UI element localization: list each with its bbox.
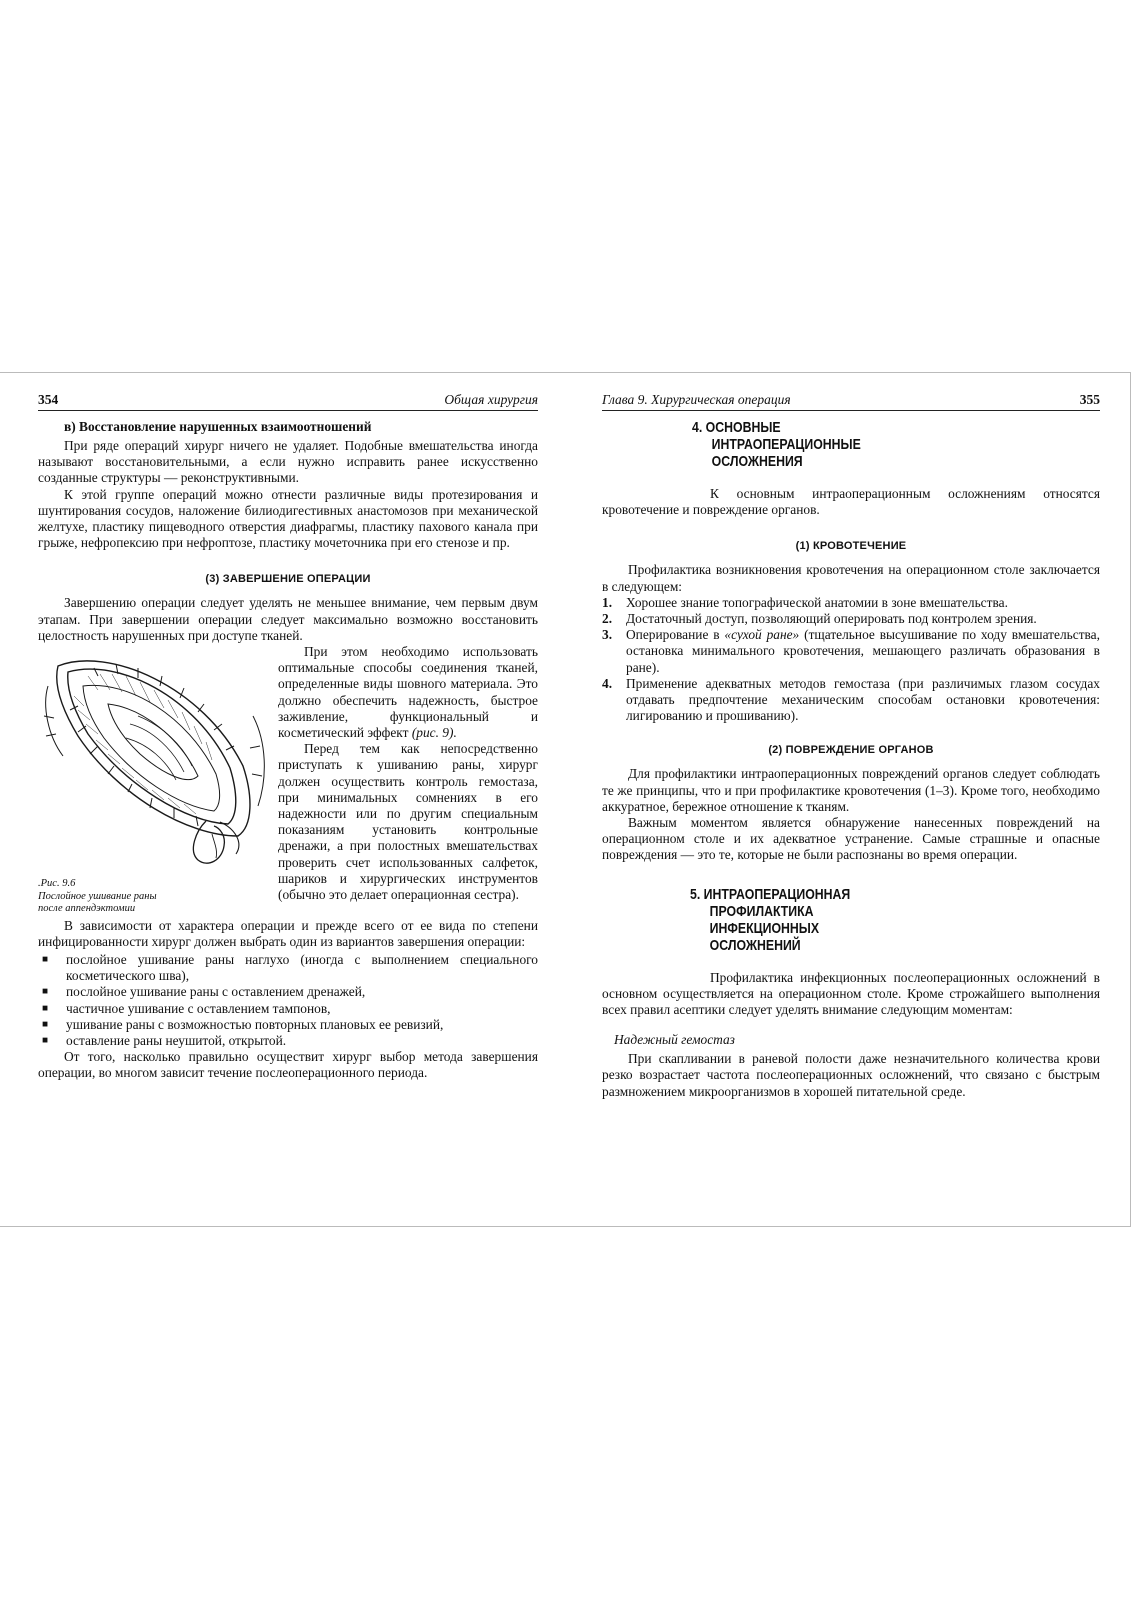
paragraph: При скапливании в раневой полости даже незначительного количества крови резко возрастает частота послеоперационных осложнений, что связано с быстрым размножением микроорганизмов в хорошей питательной среде.: [602, 1051, 1100, 1099]
spread-top-edge: [0, 372, 1131, 373]
section-heading-5: 5. ИНТРАОПЕРАЦИОННАЯ ПРОФИЛАКТИКА ИНФЕКЦИОННЫХ ОСЛОЖНЕНИЙ: [690, 885, 851, 954]
bullet-list: [38, 952, 538, 1049]
list-item: ■ послойное ушивание раны наглухо (иногда с выполнением специального косметического шва),: [42, 951, 538, 984]
bullet-marker: ■: [42, 1018, 49, 1030]
book-spread: [0, 372, 1131, 1227]
paragraph: Для профилактики интраоперационных повреждений органов следует соблюдать те же принципы, что и при профилактике кровотечения (1–3). Кроме того, необходимо аккуратное, бережное отношение к тканям.: [602, 766, 1100, 814]
list-item: ■ послойное ушивание раны с оставлением дренажей,: [42, 984, 366, 1000]
bullet-marker: ■: [42, 1034, 49, 1046]
numbered-list: [602, 595, 1100, 725]
list-item: ■ частичное ушивание с оставлением тампонов,: [42, 1000, 331, 1016]
figure-9: [38, 646, 270, 916]
list-item: ■ оставление раны неушитой, открытой.: [42, 1032, 287, 1048]
figure-caption-line2: после аппендэктомии: [38, 903, 136, 915]
bullet-marker: ■: [42, 986, 49, 998]
paragraph: При ряде операций хирург ничего не удаляет. Подобные вмешательства иногда называют восстановительными, а если нужно исправить ранее искусственно созданные структуры — реконструктивными.: [38, 438, 538, 486]
subsection-heading-c: в) Восстановление нарушенных взаимоотношений: [64, 419, 372, 434]
running-title-right: Глава 9. Хирургическая операция: [602, 392, 791, 407]
paragraph: От того, насколько правильно осуществит хирург выбор метода завершения операции, во многом зависит течение послеоперационного периода.: [38, 1049, 538, 1081]
list-item: 1. Хорошее знание топографической анатомии в зоне вмешательства.: [602, 594, 1008, 610]
figure-caption-line1: Послойное ушивание раны: [38, 890, 157, 902]
spread-bottom-edge: [0, 1226, 1131, 1227]
figure-caption: [38, 878, 270, 916]
paragraph-text: При этом необходимо использовать оптимальные способы соединения тканей, определенные виды шовного материала. Это должно обеспечить надежность, быстрое заживление, функциональный и косметический эффект: [278, 644, 538, 741]
section-heading-4: 4. ОСНОВНЫЕ ИНТРАОПЕРАЦИОННЫЕ ОСЛОЖНЕНИЯ: [692, 419, 861, 470]
right-running-header: [602, 392, 1100, 411]
figure-label: .Рис. 9.6: [38, 878, 76, 890]
paragraph: В зависимости от характера операции и прежде всего от ее вида по степени инфицированности хирург должен выбрать один из вариантов завершения операции:: [38, 917, 538, 949]
section-heading-3: (3) ЗАВЕРШЕНИЕ ОПЕРАЦИИ: [205, 573, 371, 586]
bullet-marker: ■: [42, 953, 49, 965]
right-page: [602, 392, 1100, 1100]
bullet-marker: ■: [42, 1002, 49, 1014]
page-number-right: 355: [1079, 392, 1100, 407]
paragraph: Профилактика инфекционных послеоперационных осложнений в основном осуществляется на операционном столе. Кроме строжайшего выполнения всех правил асептики следует уделять внимание следующим моментам:: [602, 969, 1100, 1018]
list-item: 3. Оперирование в «сухой ране» (тщательное высушивание по ходу вмешательства, остановка минимального кровотечения, мешающего различать образования в ране).: [602, 627, 1100, 675]
figure-reference: (рис. 9).: [411, 725, 457, 741]
left-running-header: [38, 392, 538, 411]
wound-suture-illustration: [38, 646, 270, 872]
paragraph: Перед тем как непосредственно приступать к ушиванию раны, хирург должен осуществить контроль гемостаза, при минимальных сомнениях в его надежности или по другим специальным показаниям установить контрольные дренажи, а при полостных вмешательствах проверить счет использованных салфеток, шариков и хирургических инструментов (обычно это делает операционная сестра).: [278, 741, 538, 903]
paragraph: Завершению операции следует уделять не меньшее внимание, чем первым двум этапам. При завершении операции следует максимально возможно восстановить целостность нарушенных при доступе тканей.: [38, 595, 538, 643]
page-number-left: 354: [38, 392, 59, 407]
italic-subheading: Надежный гемостаз: [614, 1032, 735, 1048]
paragraph: К основным интраоперационным осложнениям относятся кровотечение и повреждение органов.: [602, 486, 1100, 518]
running-title-left: Общая хирургия: [444, 392, 538, 407]
list-item: 4. Применение адекватных методов гемостаза (при различимых глазом сосудах отдавать предпочтение механическим способам остановки кровотечения: лигированию и прошиванию).: [602, 675, 1100, 724]
paragraph: Профилактика возникновения кровотечения на операционном столе заключается в следующем:: [602, 562, 1100, 594]
paragraph: Важным моментом является обнаружение нанесенных повреждений на операционном столе и их адекватное устранение. Самые страшные и опасные повреждения — это те, которые не были распознаны во время операции.: [602, 815, 1100, 863]
left-page: [38, 392, 538, 1082]
subsection-heading-bleeding: (1) КРОВОТЕЧЕНИЕ: [795, 540, 907, 553]
list-item: ■ ушивание раны с возможностью повторных плановых ее ревизий,: [42, 1016, 444, 1032]
paragraph: К этой группе операций можно отнести различные виды протезирования и шунтирования сосудов, наложение билиодигестивных анастомозов при механической желтухе, пластику пищеводного отверстия диафрагмы, пластику пахового канала при грыже, нефропексию при нефроптозе, пластику мочеточника при его стенозе и пр.: [38, 486, 538, 551]
list-item: 2. Достаточный доступ, позволяющий оперировать под контролем зрения.: [602, 611, 1037, 627]
subsection-heading-organ-damage: (2) ПОВРЕЖДЕНИЕ ОРГАНОВ: [768, 744, 934, 757]
